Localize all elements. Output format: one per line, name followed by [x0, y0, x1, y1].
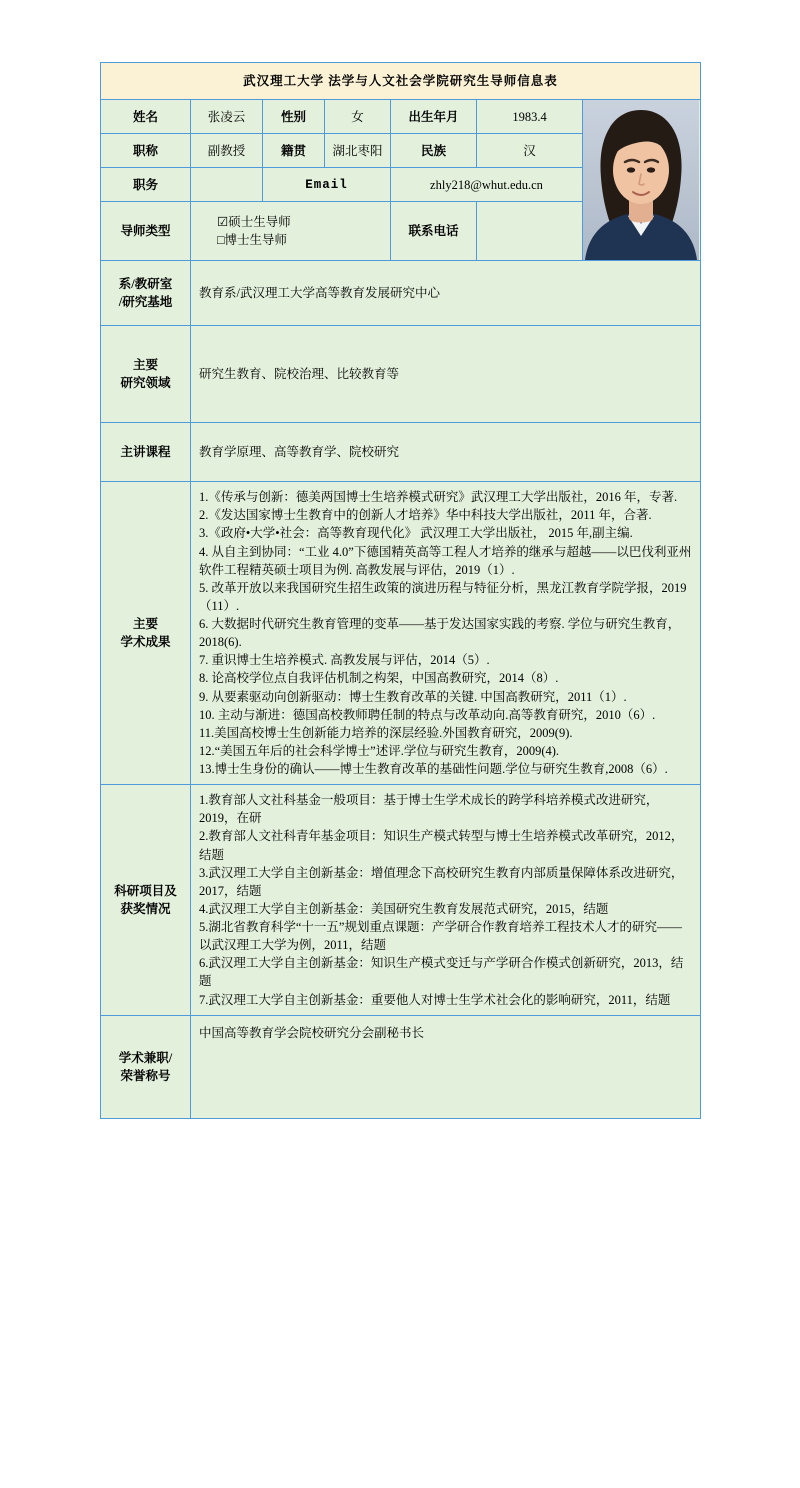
- label-name: 姓名: [101, 100, 191, 134]
- label-courses: 主讲课程: [101, 423, 191, 482]
- label-research-line2: 研究领域: [120, 376, 171, 391]
- list-item: 9. 从要素驱动向创新驱动：博士生教育改革的关键. 中国高教研究，2011（1）.: [199, 689, 627, 704]
- label-email: Email: [263, 168, 391, 202]
- label-phone: 联系电话: [391, 202, 477, 261]
- table-row-achievements: [101, 482, 701, 785]
- table-row-honors: [101, 1015, 701, 1118]
- value-research-fields: 研究生教育、院校治理、比较教育等: [191, 326, 701, 423]
- label-projects: [101, 785, 191, 1016]
- table-row-title: [101, 63, 701, 100]
- label-department-line2: /研究基地: [118, 295, 173, 310]
- value-native-place: 湖北枣阳: [325, 134, 391, 168]
- list-item: 10. 主动与渐进：德国高校教师聘任制的特点与改革动向.高等教育研究，2010（6）.: [199, 707, 656, 722]
- label-research-line1: 主要: [132, 358, 158, 372]
- portrait-photo-icon: [583, 100, 699, 260]
- table-row-projects: [101, 785, 701, 1016]
- list-item: 11.美国高校博士生创新能力培养的深层经验.外国教育研究，2009(9).: [199, 725, 573, 740]
- value-honors: 中国高等教育学会院校研究分会副秘书长: [191, 1015, 701, 1118]
- list-item: 1.《传承与创新：德美两国博士生培养模式研究》武汉理工大学出版社，2016 年，专著.: [199, 490, 678, 505]
- adviser-info-table: [100, 62, 701, 1119]
- table-row-courses: [101, 423, 701, 482]
- list-item: 2.《发达国家博士生教育中的创新人才培养》华中科技大学出版社，2011 年，合著.: [199, 508, 652, 523]
- list-item: 6. 大数据时代研究生教育管理的变革——基于发达国家实践的考察. 学位与研究生教育，2018(6).: [199, 617, 681, 650]
- label-birth: 出生年月: [391, 100, 477, 134]
- value-name: 张凌云: [191, 100, 263, 134]
- list-item: 8. 论高校学位点自我评估机制之构架，中国高教研究，2014（8）.: [199, 671, 559, 686]
- list-item: 7. 重识博士生培养模式. 高教发展与评估，2014（5）.: [199, 653, 490, 668]
- list-item: 3.《政府•大学•社会：高等教育现代化》 武汉理工大学出版社， 2015 年,副主编.: [199, 526, 633, 541]
- list-item: 3.武汉理工大学自主创新基金：增值理念下高校研究生教育内部质量保障体系改进研究，2017，结题: [199, 865, 684, 898]
- label-achievements: [101, 482, 191, 785]
- value-department: 教育系/武汉理工大学高等教育发展研究中心: [191, 261, 701, 326]
- label-honors: [101, 1015, 191, 1118]
- list-item: 4.武汉理工大学自主创新基金：美国研究生教育发展范式研究，2015，结题: [199, 901, 609, 916]
- value-achievements-list: [191, 482, 701, 785]
- label-achievements-line1: 主要: [132, 617, 158, 631]
- value-position: [191, 168, 263, 202]
- label-native-place: 籍贯: [263, 134, 325, 168]
- value-phone: [477, 202, 583, 261]
- label-adviser-type: 导师类型: [101, 202, 191, 261]
- table-row-research-fields: [101, 326, 701, 423]
- list-item: 2.教育部人文社科青年基金项目：知识生产模式转型与博士生培养模式改革研究，2012，结题: [199, 829, 684, 862]
- checkbox-master-adviser[interactable]: ☑硕士生导师: [217, 215, 291, 230]
- list-item: 1.教育部人文社科基金一般项目：基于博士生学术成长的跨学科培养模式改进研究，2019，在研: [199, 793, 659, 826]
- value-ethnicity: 汉: [477, 134, 583, 168]
- label-projects-line1: 科研项目及: [114, 883, 177, 898]
- label-projects-line2: 获奖情况: [120, 901, 171, 916]
- label-ethnicity: 民族: [391, 134, 477, 168]
- label-research-fields: [101, 326, 191, 423]
- list-item: 5. 改革开放以来我国研究生招生政策的演进历程与特征分析，黑龙江教育学院学报，2019（11）.: [199, 580, 687, 613]
- label-position: 职务: [101, 168, 191, 202]
- table-row-basic-1: [101, 100, 701, 134]
- list-item: 6.武汉理工大学自主创新基金：知识生产模式变迁与产学研合作模式创新研究，2013，结题: [199, 956, 684, 989]
- label-achievements-line2: 学术成果: [120, 635, 171, 650]
- label-honors-line2: 荣誉称号: [120, 1068, 171, 1083]
- list-item: 13.博士生身份的确认——博士生教育改革的基础性问题.学位与研究生教育,2008（6）.: [199, 762, 668, 776]
- table-row-department: [101, 261, 701, 326]
- adviser-type-options: [191, 202, 391, 261]
- label-department: [101, 261, 191, 326]
- value-projects-list: [191, 785, 701, 1016]
- label-department-line1: 系/教研室: [118, 277, 173, 291]
- avatar: [583, 100, 699, 260]
- list-item: 7.武汉理工大学自主创新基金：重要他人对博士生学术社会化的影响研究，2011，结题: [199, 992, 671, 1007]
- adviser-photo-cell: [583, 100, 701, 261]
- value-gender: 女: [325, 100, 391, 134]
- label-job-title: 职称: [101, 134, 191, 168]
- list-item: 4. 从自主到协同：“工业 4.0”下德国精英高等工程人才培养的继承与超越——以巴伐利亚州软件工程精英硕士项目为例. 高教发展与评估，2019（1）.: [199, 544, 692, 577]
- label-gender: 性别: [263, 100, 325, 134]
- value-job-title: 副教授: [191, 134, 263, 168]
- label-honors-line1: 学术兼职/: [118, 1050, 173, 1065]
- value-birth: 1983.4: [477, 100, 583, 134]
- value-courses: 教育学原理、高等教育学、院校研究: [191, 423, 701, 482]
- page-title: 武汉理工大学 法学与人文社会学院研究生导师信息表: [101, 63, 701, 100]
- value-email: zhly218@whut.edu.cn: [391, 168, 583, 202]
- checkbox-doctor-adviser[interactable]: □博士生导师: [217, 233, 288, 248]
- list-item: 12.“美国五年后的社会科学博士”述评.学位与研究生教育，2009(4).: [199, 743, 560, 758]
- list-item: 5.湖北省教育科学“十一五”规划重点课题：产学研合作教育培养工程技术人才的研究——以武汉理工大学为例，2011，结题: [199, 920, 682, 953]
